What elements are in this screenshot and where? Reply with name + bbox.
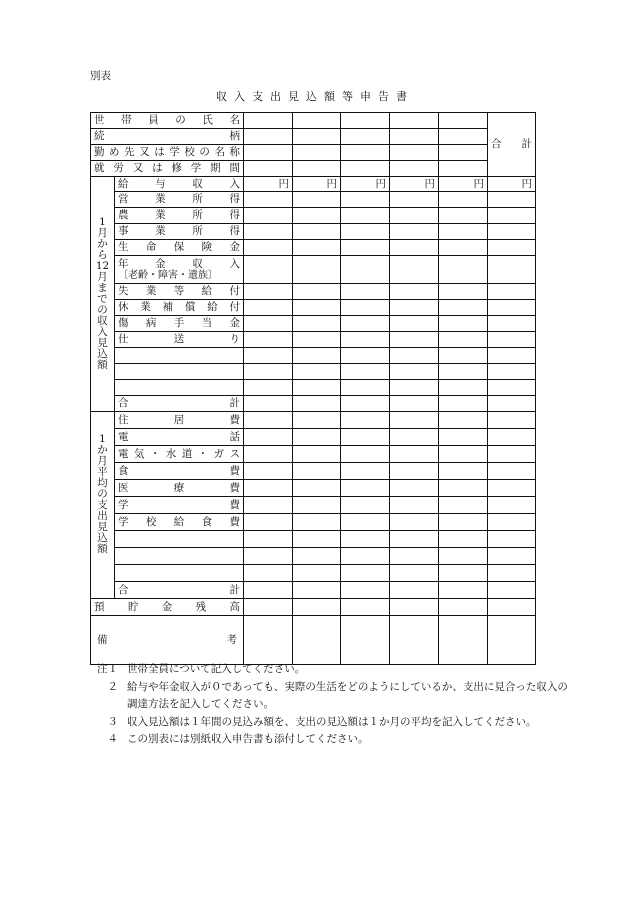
pension-type-note: 〔老齢・障害・遺族〕 (118, 269, 218, 281)
expense-3-member-1-cell[interactable] (244, 446, 293, 463)
income-group-char: 月 (97, 271, 108, 283)
expense-1-member-2-cell[interactable] (293, 412, 341, 429)
expense-item-label: 電話 (115, 429, 244, 446)
income-amount-cell[interactable] (390, 300, 439, 316)
income-amount-cell[interactable] (341, 284, 390, 300)
income-amount-cell[interactable] (244, 300, 293, 316)
expense-group-char: 均 (97, 477, 108, 489)
header-2-member-4-cell[interactable] (390, 129, 439, 145)
expense-8-member-4-cell[interactable] (390, 531, 439, 548)
header-label: 勤め先又は学校の名称 (91, 145, 244, 161)
header-label: 続柄 (91, 129, 244, 145)
income-amount-cell[interactable] (390, 332, 439, 348)
expense-8-member-5-cell[interactable] (439, 531, 488, 548)
form-title: 収入支出見込額等申告書 (216, 90, 414, 103)
expense-10-member-4-cell[interactable] (390, 565, 439, 582)
note-number: ３ (107, 715, 118, 728)
income-amount-cell[interactable] (244, 240, 293, 256)
income-item-label (115, 208, 244, 224)
income-amount-cell[interactable] (293, 300, 341, 316)
savings-member-2-cell[interactable] (293, 599, 341, 616)
income-item-label (115, 284, 244, 300)
income-amount-cell[interactable] (293, 224, 341, 240)
expense-group-char: 支 (97, 499, 108, 511)
income-amount-cell[interactable] (244, 396, 293, 412)
yen-unit: 円 (341, 177, 390, 192)
income-amount-cell[interactable] (341, 364, 390, 380)
expense-5-total-cell[interactable] (488, 480, 536, 497)
income-item-text: 休業補償給付 (118, 301, 240, 313)
expense-6-member-2-cell[interactable] (293, 497, 341, 514)
income-item-text: 傷病手当金 (118, 317, 240, 329)
income-amount-cell[interactable] (390, 396, 439, 412)
expense-group-label (91, 412, 115, 599)
income-group-char: 込 (97, 348, 108, 360)
expense-group-char: 額 (97, 543, 108, 555)
expense-5-member-2-cell[interactable] (293, 480, 341, 497)
expense-group-char: 平 (97, 466, 108, 478)
expense-10-member-5-cell[interactable] (439, 565, 488, 582)
expense-9-member-1-cell[interactable] (244, 548, 293, 565)
income-amount-cell[interactable] (488, 284, 536, 300)
income-amount-cell[interactable] (341, 332, 390, 348)
header-3-member-1-cell[interactable] (244, 145, 293, 161)
income-amount-cell[interactable] (244, 348, 293, 364)
income-amount-cell[interactable] (390, 364, 439, 380)
expense-8-member-3-cell[interactable] (341, 531, 390, 548)
income-item-label (115, 256, 244, 284)
income-item-text: 事業所得 (118, 225, 240, 237)
income-group-char: か (97, 238, 108, 250)
expense-item-label: 電気・水道・ガス (115, 446, 244, 463)
income-amount-cell[interactable] (293, 208, 341, 224)
note-text: 収入見込額は１年間の見込み額を、支出の見込額は１か月の平均を記入してください。 (127, 715, 537, 728)
expense-item-label: 学校給食費 (115, 514, 244, 531)
income-amount-cell[interactable] (341, 240, 390, 256)
note-number: 注１ (97, 663, 118, 675)
income-amount-cell[interactable] (244, 256, 293, 284)
income-amount-cell[interactable] (293, 316, 341, 332)
income-amount-cell[interactable] (293, 348, 341, 364)
savings-member-4-cell[interactable] (390, 599, 439, 616)
income-amount-cell[interactable] (293, 192, 341, 208)
expense-5-member-5-cell[interactable] (439, 480, 488, 497)
expense-1-total-cell[interactable] (488, 412, 536, 429)
header-1-member-5-cell[interactable] (439, 113, 488, 129)
expense-total-label: 合計 (115, 582, 244, 599)
income-amount-cell[interactable] (488, 192, 536, 208)
income-amount-cell[interactable] (439, 240, 488, 256)
note-item (90, 661, 575, 679)
income-amount-cell[interactable] (390, 240, 439, 256)
expense-10-member-2-cell[interactable] (293, 565, 341, 582)
income-amount-cell[interactable] (293, 284, 341, 300)
income-group-char: 入 (97, 326, 108, 338)
header-1-member-2-cell[interactable] (293, 113, 341, 129)
header-1-member-1-cell[interactable] (244, 113, 293, 129)
expense-7-member-1-cell[interactable] (244, 514, 293, 531)
header-3-member-3-cell[interactable] (341, 145, 390, 161)
header-2-member-1-cell[interactable] (244, 129, 293, 145)
income-item-label (115, 240, 244, 256)
income-amount-cell[interactable] (293, 364, 341, 380)
income-item-label (115, 316, 244, 332)
income-item-text: 生命保険金 (118, 241, 240, 253)
income-amount-cell[interactable] (293, 256, 341, 284)
expense-item-label: 学費 (115, 497, 244, 514)
expense-3-member-5-cell[interactable] (439, 446, 488, 463)
expense-3-member-4-cell[interactable] (390, 446, 439, 463)
expense-11-member-3-cell[interactable] (341, 582, 390, 599)
income-amount-cell[interactable] (390, 316, 439, 332)
income-amount-cell[interactable] (341, 396, 390, 412)
income-blank-item[interactable] (115, 364, 244, 380)
income-group-char: 12 (95, 260, 110, 272)
savings-total-cell[interactable] (488, 599, 536, 616)
remarks-member-5-cell[interactable] (439, 616, 488, 665)
income-amount-cell[interactable] (439, 192, 488, 208)
note-number: ２ (107, 680, 118, 693)
income-amount-cell[interactable] (244, 364, 293, 380)
savings-member-5-cell[interactable] (439, 599, 488, 616)
header-4-member-5-cell[interactable] (439, 161, 488, 177)
expense-9-member-3-cell[interactable] (341, 548, 390, 565)
income-amount-cell[interactable] (439, 256, 488, 284)
expense-3-total-cell[interactable] (488, 446, 536, 463)
expense-3-member-3-cell[interactable] (341, 446, 390, 463)
income-group-char: で (97, 293, 108, 305)
header-2-member-3-cell[interactable] (341, 129, 390, 145)
income-amount-cell[interactable] (390, 284, 439, 300)
expense-item-label: 医療費 (115, 480, 244, 497)
income-amount-cell[interactable] (244, 192, 293, 208)
income-amount-cell[interactable] (488, 316, 536, 332)
expense-6-member-5-cell[interactable] (439, 497, 488, 514)
expense-6-member-4-cell[interactable] (390, 497, 439, 514)
income-amount-cell[interactable] (439, 364, 488, 380)
income-amount-cell[interactable] (390, 208, 439, 224)
expense-item-label: 食費 (115, 463, 244, 480)
income-amount-cell[interactable] (439, 332, 488, 348)
income-amount-cell[interactable] (488, 348, 536, 364)
remarks-char: 備 (97, 633, 108, 646)
income-item-text: 仕送り (118, 333, 240, 345)
expense-group-char: 出 (97, 510, 108, 522)
income-amount-cell[interactable] (341, 208, 390, 224)
income-group-char: 月 (97, 227, 108, 239)
note-item (90, 714, 575, 732)
income-amount-cell[interactable] (341, 192, 390, 208)
expense-blank-item[interactable] (115, 548, 244, 565)
note-text: 世帯全員について記入してください。 (127, 663, 306, 675)
income-group-label (91, 177, 115, 412)
expense-7-member-2-cell[interactable] (293, 514, 341, 531)
expense-2-member-2-cell[interactable] (293, 429, 341, 446)
expense-4-member-3-cell[interactable] (341, 463, 390, 480)
savings-member-3-cell[interactable] (341, 599, 390, 616)
header-4-member-2-cell[interactable] (293, 161, 341, 177)
yen-unit: 円 (244, 177, 293, 192)
income-amount-cell[interactable] (244, 284, 293, 300)
income-amount-cell[interactable] (390, 348, 439, 364)
expense-group-char: 込 (97, 532, 108, 544)
expense-group-char: 見 (97, 521, 108, 533)
expense-7-member-4-cell[interactable] (390, 514, 439, 531)
savings-label: 預貯金残高 (91, 599, 244, 616)
expense-5-member-4-cell[interactable] (390, 480, 439, 497)
income-amount-cell[interactable] (244, 316, 293, 332)
remarks-member-4-cell[interactable] (390, 616, 439, 665)
expense-2-member-3-cell[interactable] (341, 429, 390, 446)
income-amount-cell[interactable] (439, 208, 488, 224)
income-amount-cell[interactable] (439, 380, 488, 396)
income-group-char: の (97, 304, 108, 316)
expense-7-member-5-cell[interactable] (439, 514, 488, 531)
header-label: 就労又は修学期間 (91, 161, 244, 177)
expense-6-member-3-cell[interactable] (341, 497, 390, 514)
note-item (90, 679, 575, 714)
income-amount-cell[interactable] (488, 332, 536, 348)
grand-total-header: 合計 (488, 113, 536, 177)
income-amount-cell[interactable] (293, 380, 341, 396)
income-amount-cell[interactable] (341, 348, 390, 364)
remarks-char: 考 (226, 633, 237, 646)
expense-1-member-4-cell[interactable] (390, 412, 439, 429)
expense-8-member-2-cell[interactable] (293, 531, 341, 548)
income-amount-cell[interactable] (244, 380, 293, 396)
declaration-table (90, 112, 579, 665)
income-amount-cell[interactable] (341, 300, 390, 316)
income-amount-cell[interactable] (244, 208, 293, 224)
expense-11-member-4-cell[interactable] (390, 582, 439, 599)
income-amount-cell[interactable] (341, 316, 390, 332)
expense-item-label: 住居費 (115, 412, 244, 429)
income-amount-cell[interactable] (341, 380, 390, 396)
income-item-label (115, 224, 244, 240)
remarks-label (91, 616, 244, 665)
expense-4-member-5-cell[interactable] (439, 463, 488, 480)
header-2-member-5-cell[interactable] (439, 129, 488, 145)
yen-unit: 円 (488, 177, 536, 192)
expense-2-total-cell[interactable] (488, 429, 536, 446)
expense-6-total-cell[interactable] (488, 497, 536, 514)
expense-group-char: か (97, 444, 108, 456)
header-4-member-3-cell[interactable] (341, 161, 390, 177)
income-amount-cell[interactable] (293, 396, 341, 412)
header-1-member-3-cell[interactable] (341, 113, 390, 129)
expense-5-member-3-cell[interactable] (341, 480, 390, 497)
header-3-member-4-cell[interactable] (390, 145, 439, 161)
income-item-label (115, 192, 244, 208)
expense-9-member-5-cell[interactable] (439, 548, 488, 565)
income-amount-cell[interactable] (341, 224, 390, 240)
expense-8-member-1-cell[interactable] (244, 531, 293, 548)
notes-section (90, 661, 575, 749)
expense-10-total-cell[interactable] (488, 565, 536, 582)
header-2-member-2-cell[interactable] (293, 129, 341, 145)
income-amount-cell[interactable] (390, 192, 439, 208)
income-group-char: 1 (99, 216, 106, 228)
income-amount-cell[interactable] (439, 224, 488, 240)
header-1-member-4-cell[interactable] (390, 113, 439, 129)
expense-11-total-cell[interactable] (488, 582, 536, 599)
expense-group-char: 月 (97, 455, 108, 467)
income-amount-cell[interactable] (244, 332, 293, 348)
income-item-text: 年金収入 (118, 257, 240, 270)
remarks-total-cell[interactable] (488, 616, 536, 665)
income-item-text: 給与収入 (118, 177, 240, 190)
income-amount-cell[interactable] (488, 208, 536, 224)
expense-10-member-1-cell[interactable] (244, 565, 293, 582)
expense-9-member-4-cell[interactable] (390, 548, 439, 565)
income-amount-cell[interactable] (439, 300, 488, 316)
header-label: 世帯員の氏名 (91, 113, 244, 129)
income-item-text: 失業等給付 (118, 285, 240, 297)
income-item-text: 農業所得 (118, 209, 240, 221)
expense-8-total-cell[interactable] (488, 531, 536, 548)
expense-4-member-4-cell[interactable] (390, 463, 439, 480)
expense-4-member-1-cell[interactable] (244, 463, 293, 480)
income-total-label: 合計 (115, 396, 244, 412)
income-amount-cell[interactable] (488, 380, 536, 396)
income-item-label (115, 332, 244, 348)
yen-unit: 円 (390, 177, 439, 192)
note-text: この別表には別紙収入申告書も添付してください。 (127, 733, 369, 745)
income-group-char: ら (97, 249, 108, 261)
expense-10-member-3-cell[interactable] (341, 565, 390, 582)
header-3-member-5-cell[interactable] (439, 145, 488, 161)
expense-blank-item[interactable] (115, 531, 244, 548)
annex-label: 別表 (90, 70, 111, 82)
expense-2-member-1-cell[interactable] (244, 429, 293, 446)
expense-7-member-3-cell[interactable] (341, 514, 390, 531)
remarks-member-1-cell[interactable] (244, 616, 293, 665)
expense-11-member-2-cell[interactable] (293, 582, 341, 599)
expense-1-member-1-cell[interactable] (244, 412, 293, 429)
header-4-member-4-cell[interactable] (390, 161, 439, 177)
note-text: 給与や年金収入が０であっても、実際の生活をどのようにしているか、支出に見合った収入の調達方法を記入してください。 (127, 680, 568, 710)
income-blank-item[interactable] (115, 380, 244, 396)
income-group-char: 額 (97, 359, 108, 371)
income-amount-cell[interactable] (439, 284, 488, 300)
expense-blank-item[interactable] (115, 565, 244, 582)
income-amount-cell[interactable] (341, 256, 390, 284)
expense-5-member-1-cell[interactable] (244, 480, 293, 497)
income-amount-cell[interactable] (488, 300, 536, 316)
header-4-member-1-cell[interactable] (244, 161, 293, 177)
income-amount-cell[interactable] (244, 224, 293, 240)
income-item-label (115, 300, 244, 316)
note-item (90, 731, 575, 749)
income-amount-cell[interactable] (439, 316, 488, 332)
income-group-char: 収 (97, 315, 108, 327)
income-group-char: 見 (97, 337, 108, 349)
income-amount-cell[interactable] (390, 224, 439, 240)
expense-3-member-2-cell[interactable] (293, 446, 341, 463)
yen-unit: 円 (293, 177, 341, 192)
income-item-text: 営業所得 (118, 193, 240, 205)
expense-1-member-5-cell[interactable] (439, 412, 488, 429)
income-amount-cell[interactable] (488, 224, 536, 240)
income-group-char: ま (97, 282, 108, 294)
income-amount-cell[interactable] (488, 364, 536, 380)
income-amount-cell[interactable] (293, 332, 341, 348)
expense-11-member-1-cell[interactable] (244, 582, 293, 599)
expense-6-member-1-cell[interactable] (244, 497, 293, 514)
income-blank-item[interactable] (115, 348, 244, 364)
income-amount-cell[interactable] (293, 240, 341, 256)
income-amount-cell[interactable] (488, 256, 536, 284)
savings-member-1-cell[interactable] (244, 599, 293, 616)
note-number: ４ (107, 733, 118, 745)
expense-2-member-4-cell[interactable] (390, 429, 439, 446)
income-amount-cell[interactable] (439, 396, 488, 412)
income-amount-cell[interactable] (390, 256, 439, 284)
expense-4-member-2-cell[interactable] (293, 463, 341, 480)
header-3-member-2-cell[interactable] (293, 145, 341, 161)
income-item-label (115, 177, 244, 192)
expense-group-char: の (97, 488, 108, 500)
expense-9-member-2-cell[interactable] (293, 548, 341, 565)
income-amount-cell[interactable] (488, 240, 536, 256)
remarks-member-3-cell[interactable] (341, 616, 390, 665)
expense-1-member-3-cell[interactable] (341, 412, 390, 429)
income-amount-cell[interactable] (439, 348, 488, 364)
income-amount-cell[interactable] (488, 396, 536, 412)
remarks-member-2-cell[interactable] (293, 616, 341, 665)
expense-9-total-cell[interactable] (488, 548, 536, 565)
yen-unit: 円 (439, 177, 488, 192)
expense-4-total-cell[interactable] (488, 463, 536, 480)
expense-group-char: 1 (99, 433, 106, 445)
income-amount-cell[interactable] (390, 380, 439, 396)
expense-11-member-5-cell[interactable] (439, 582, 488, 599)
expense-2-member-5-cell[interactable] (439, 429, 488, 446)
expense-7-total-cell[interactable] (488, 514, 536, 531)
